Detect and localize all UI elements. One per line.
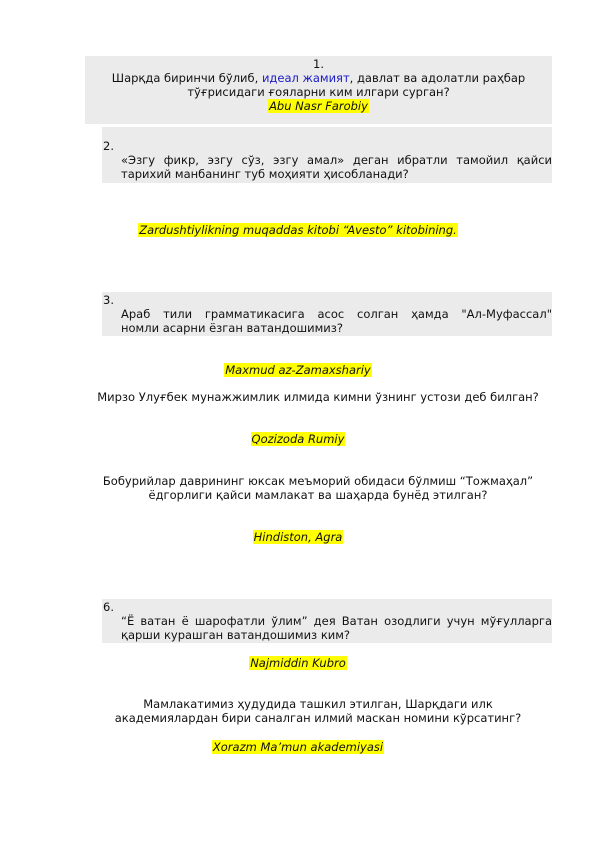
answer-6-line <box>0 656 596 670</box>
answer-2-line <box>0 223 596 237</box>
question-2-text <box>121 153 552 181</box>
question-7-line1: Мамлакатимиз ҳудудида ташкил этилган, Шарқдаги илк <box>143 697 493 711</box>
question-5-text <box>0 474 596 502</box>
question-2-line1: «Эзгу фикр, эзгу сўз, эзгу амал» деган ибратли тамойил қайси <box>121 153 552 167</box>
question-3-number: 3. <box>103 293 114 307</box>
question-6-text <box>121 614 552 642</box>
answer-1-line <box>85 99 552 113</box>
question-7-line2: академиялардан бири саналган илмий маскан номини кўрсатинг? <box>114 711 522 725</box>
answer-4: Qozizoda Rumiy <box>251 432 345 446</box>
question-2-line2: тарихий манбанинг туб моҳияти ҳисобланади? <box>121 167 409 181</box>
question-2-number: 2. <box>103 139 114 153</box>
answer-6: Najmiddin Kubro <box>250 656 346 670</box>
question-1-highlight: идеал жамият <box>261 71 350 85</box>
answer-7: Xorazm Ma’mun akademiyasi <box>212 740 384 754</box>
answer-1: Abu Nasr Farobiy <box>269 99 368 113</box>
answer-4-line <box>0 432 596 446</box>
question-1-number: 1. <box>313 57 324 71</box>
question-1-text <box>85 71 552 85</box>
question-7-text <box>0 697 596 725</box>
question-1-text-line2: тўғрисидаги ғояларни ким илгари сурган? <box>187 85 450 99</box>
question-1-text-before: Шарқда биринчи бўлиб, <box>111 71 262 85</box>
answer-7-line <box>0 740 596 754</box>
question-5-line1: Бобурийлар даврининг юксак меъморий обидаси бўлмиш “Тожмаҳал” <box>102 474 534 488</box>
question-1-text-after: , давлат ва адолатли раҳбар <box>349 71 526 85</box>
question-3-line1: Араб тили грамматикасига асос солган ҳамда "Ал-Муфассал" <box>121 307 552 321</box>
question-6-line2: қарши курашган ватандошимиз ким? <box>121 628 351 642</box>
answer-3: Maxmud az-Zamaxshariy <box>225 363 371 377</box>
question-4-text: Мирзо Улуғбек мунажжимлик илмида кимни ўзнинг устози деб билган? <box>97 390 539 404</box>
question-3-line2: номли асарни ёзган ватандошимиз? <box>121 321 343 335</box>
question-3-text <box>121 307 552 335</box>
answer-5-line <box>0 530 596 544</box>
question-6-number: 6. <box>103 600 114 614</box>
answer-2: Zardushtiylikning muqaddas kitobi “Avesto” kitobining. <box>139 223 457 237</box>
answer-5: Hindiston, Agra <box>253 530 343 544</box>
question-6-line1: “Ё ватан ё шарофатли ўлим” дея Ватан озодлиги учун мўғулларга <box>121 614 552 628</box>
question-5-line2: ёдгорлиги қайси мамлакат ва шаҳарда бунёд этилган? <box>148 488 488 502</box>
answer-3-line <box>0 363 596 377</box>
